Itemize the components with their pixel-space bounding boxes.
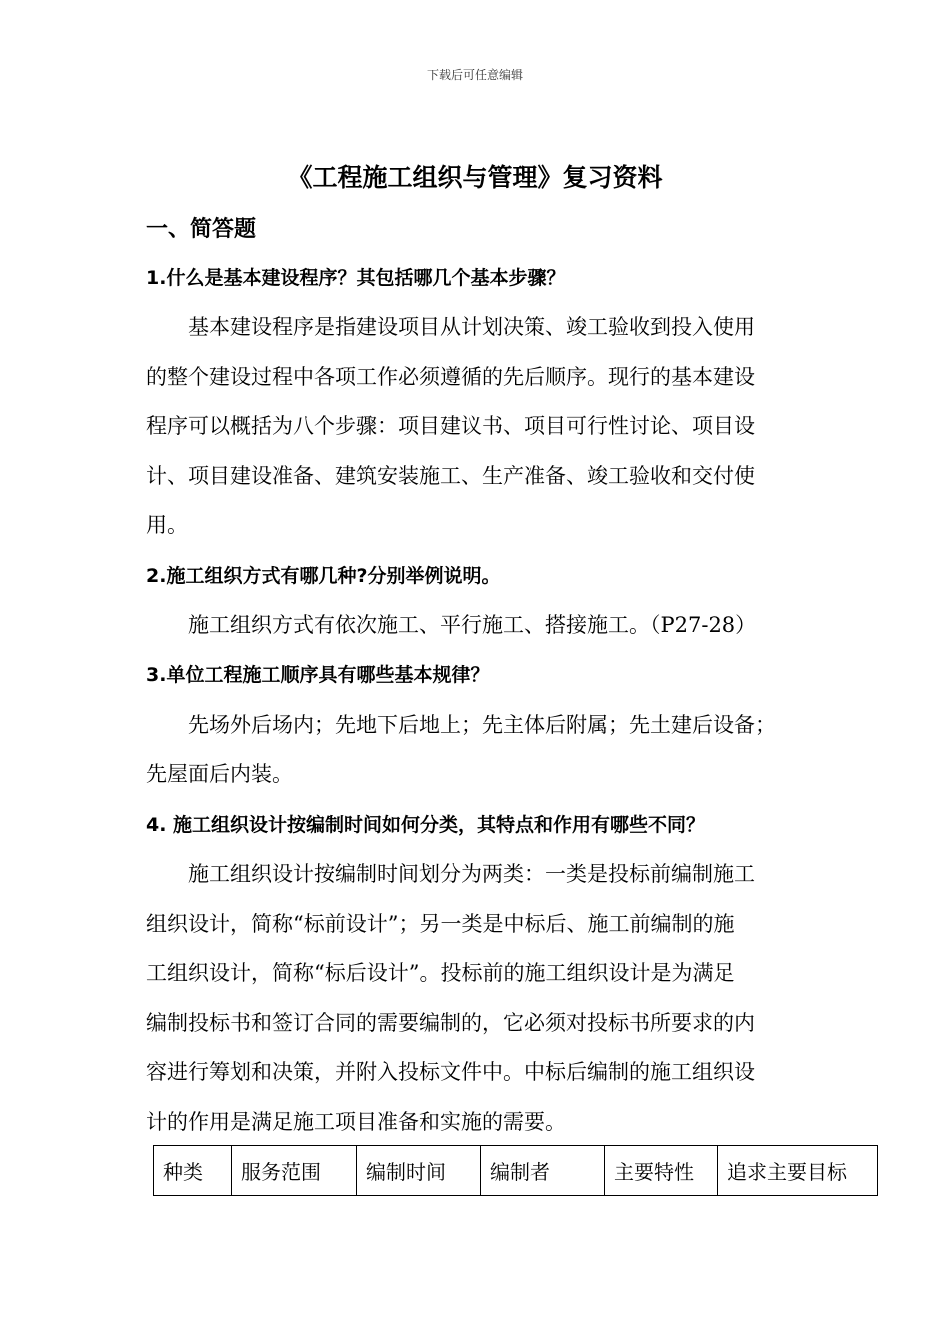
table-header-cell: 主要特性 bbox=[605, 1146, 718, 1196]
answer-3-line-2: 先屋面后内装。 bbox=[146, 762, 293, 786]
answer-4-line-3: 工组织设计，简称“标后设计”。投标前的施工组织设计是为满足 bbox=[146, 961, 735, 985]
question-4: 4. 施工组织设计按编制时间如何分类，其特点和作用有哪些不同？ bbox=[146, 814, 706, 836]
table-header-row bbox=[154, 1146, 878, 1196]
answer-4-line-6: 计的作用是满足施工项目准备和实施的需要。 bbox=[146, 1110, 566, 1134]
header-note: 下载后可任意编辑 bbox=[426, 68, 523, 82]
table-header-cell: 编制者 bbox=[481, 1146, 605, 1196]
answer-4-line-4: 编制投标书和签订合同的需要编制的，它必须对投标书所要求的内 bbox=[146, 1011, 755, 1035]
question-2: 2.施工组织方式有哪几种?分别举例说明。 bbox=[146, 565, 501, 587]
answer-1-line-3: 程序可以概括为八个步骤：项目建议书、项目可行性讨论、项目设 bbox=[146, 414, 755, 438]
answer-1-line-5: 用。 bbox=[146, 513, 188, 537]
answer-1-line-2: 的整个建设过程中各项工作必须遵循的先后顺序。现行的基本建设 bbox=[146, 365, 755, 389]
question-3: 3.单位工程施工顺序具有哪些基本规律？ bbox=[146, 664, 490, 686]
question-1: 1.什么是基本建设程序？其包括哪几个基本步骤？ bbox=[146, 267, 566, 289]
answer-4-line-2: 组织设计，简称“标前设计”；另一类是中标后、施工前编制的施 bbox=[146, 912, 735, 936]
answer-3-line-1: 先场外后场内；先地下后地上；先主体后附属；先土建后设备； bbox=[188, 713, 776, 737]
table-header-cell: 服务范围 bbox=[232, 1146, 357, 1196]
answer-4-line-1: 施工组织设计按编制时间划分为两类：一类是投标前编制施工 bbox=[188, 862, 755, 886]
table-header-cell: 编制时间 bbox=[357, 1146, 481, 1196]
answer-4-line-5: 容进行筹划和决策，并附入投标文件中。中标后编制的施工组织设 bbox=[146, 1060, 755, 1084]
comparison-table bbox=[153, 1145, 878, 1196]
answer-1-line-1: 基本建设程序是指建设项目从计划决策、竣工验收到投入使用 bbox=[188, 315, 755, 339]
answer-1-line-4: 计、项目建设准备、建筑安装施工、生产准备、竣工验收和交付使 bbox=[146, 464, 755, 488]
section-heading: 一、简答题 bbox=[146, 217, 257, 242]
document-title: 《工程施工组织与管理》复习资料 bbox=[287, 163, 663, 192]
table-header-cell: 种类 bbox=[154, 1146, 232, 1196]
answer-2-line-1: 施工组织方式有依次施工、平行施工、搭接施工。（P27-28） bbox=[188, 613, 757, 637]
table-header-cell: 追求主要目标 bbox=[718, 1146, 878, 1196]
